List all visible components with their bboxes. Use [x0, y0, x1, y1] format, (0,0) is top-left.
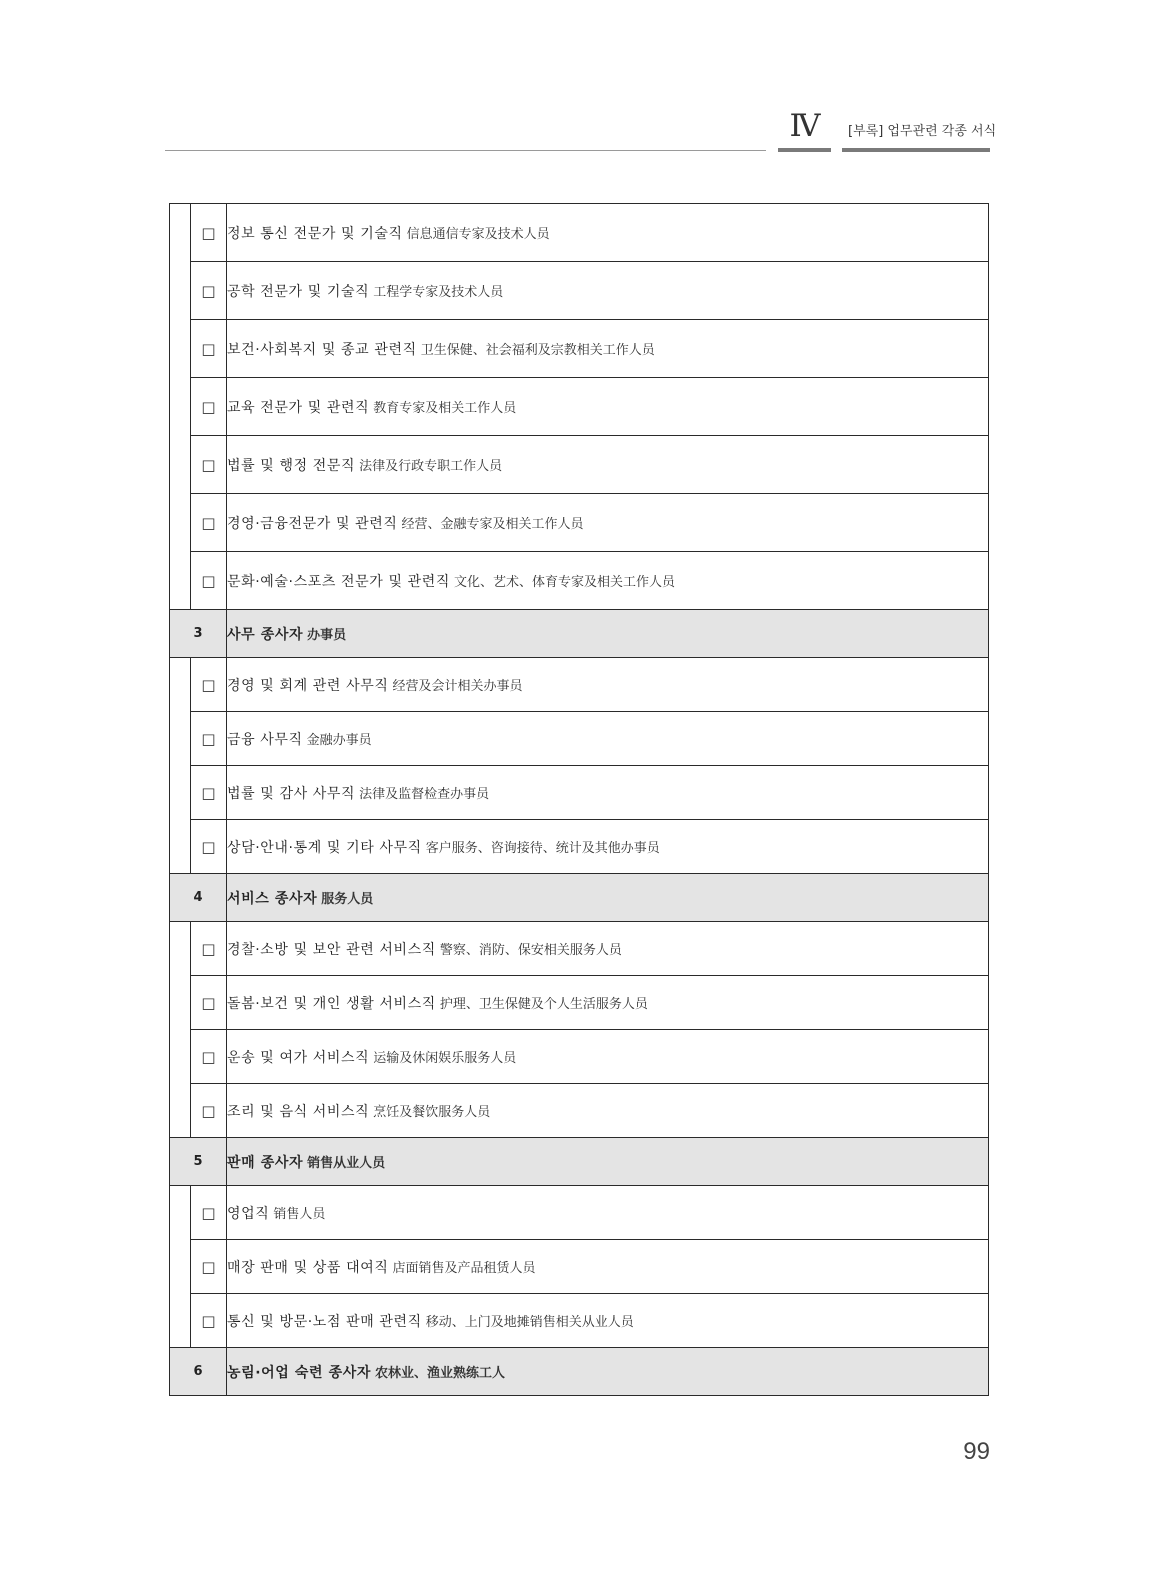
occupation-label [227, 658, 989, 712]
korean-label: 돌봄·보건 및 개인 생활 서비스직 [227, 995, 436, 1012]
chinese-label: 客户服务、咨询接待、统计及其他办事员 [425, 840, 660, 856]
chinese-label: 护理、卫生保健及个人生活服务人员 [439, 996, 648, 1012]
checkbox[interactable]: □ [191, 976, 227, 1030]
chinese-label: 烹饪及餐饮服务人员 [373, 1104, 491, 1120]
korean-label: 영업직 [227, 1205, 270, 1222]
category-row [170, 874, 989, 922]
checkbox[interactable]: □ [191, 1186, 227, 1240]
occupation-label [227, 1084, 989, 1138]
category-label [227, 1348, 989, 1396]
korean-label: 통신 및 방문·노점 판매 관련직 [227, 1313, 422, 1330]
checkbox[interactable]: □ [191, 922, 227, 976]
occupation-row [170, 712, 989, 766]
korean-label: 조리 및 음식 서비스직 [227, 1103, 370, 1120]
occupation-row [170, 494, 989, 552]
checkbox[interactable]: □ [191, 766, 227, 820]
checkbox[interactable]: □ [191, 712, 227, 766]
occupation-row [170, 552, 989, 610]
chapter-title: [부록] 업무관련 각종 서식 [848, 124, 997, 139]
occupation-row [170, 820, 989, 874]
checkbox[interactable]: □ [191, 436, 227, 494]
korean-label: 교육 전문가 및 관련직 [227, 399, 370, 416]
occupation-row [170, 976, 989, 1030]
checkbox[interactable]: □ [191, 1030, 227, 1084]
chapter-underline [778, 148, 831, 152]
category-number: 6 [170, 1348, 227, 1396]
occupation-row [170, 204, 989, 262]
occupation-row [170, 1294, 989, 1348]
occupation-row [170, 436, 989, 494]
korean-label: 문화·예술·스포츠 전문가 및 관련직 [227, 573, 450, 590]
checkbox[interactable]: □ [191, 1294, 227, 1348]
chinese-label: 信息通信专家及技术人员 [406, 226, 550, 242]
header-rule [165, 150, 766, 151]
chinese-label: 警察、消防、保安相关服务人员 [439, 942, 622, 958]
occupation-label [227, 320, 989, 378]
occupation-row [170, 320, 989, 378]
group-indent-cell [170, 1186, 191, 1348]
chinese-label: 销售从业人员 [307, 1155, 386, 1171]
korean-label: 경찰·소방 및 보안 관련 서비스직 [227, 941, 436, 958]
category-label [227, 874, 989, 922]
korean-label: 상담·안내·통계 및 기타 사무직 [227, 839, 422, 856]
korean-label: 경영·금융전문가 및 관련직 [227, 515, 398, 532]
checkbox[interactable]: □ [191, 262, 227, 320]
checkbox[interactable]: □ [191, 658, 227, 712]
group-indent-cell [170, 658, 191, 874]
occupation-label [227, 204, 989, 262]
korean-label: 사무 종사자 [227, 626, 304, 643]
occupation-label [227, 378, 989, 436]
category-number: 5 [170, 1138, 227, 1186]
korean-label: 법률 및 감사 사무직 [227, 785, 356, 802]
checkbox[interactable]: □ [191, 1240, 227, 1294]
chinese-label: 移动、上门及地摊销售相关从业人员 [425, 1314, 634, 1330]
occupation-label [227, 552, 989, 610]
category-number: 4 [170, 874, 227, 922]
occupation-label [227, 922, 989, 976]
occupation-row [170, 766, 989, 820]
checkbox[interactable]: □ [191, 204, 227, 262]
chinese-label: 农林业、渔业熟练工人 [374, 1365, 505, 1381]
category-number: 3 [170, 610, 227, 658]
korean-label: 판매 종사자 [227, 1154, 304, 1171]
korean-label: 경영 및 회계 관련 사무직 [227, 677, 389, 694]
chapter-numeral: Ⅳ [789, 108, 819, 144]
checkbox[interactable]: □ [191, 320, 227, 378]
checkbox[interactable]: □ [191, 820, 227, 874]
checkbox[interactable]: □ [191, 552, 227, 610]
checkbox[interactable]: □ [191, 1084, 227, 1138]
occupation-label [227, 1186, 989, 1240]
occupation-label [227, 494, 989, 552]
category-label [227, 610, 989, 658]
occupation-row [170, 1030, 989, 1084]
occupation-label [227, 820, 989, 874]
chinese-label: 运输及休闲娱乐服务人员 [373, 1050, 517, 1066]
chinese-label: 经营、金融专家及相关工作人员 [401, 516, 584, 532]
chinese-label: 店面销售及产品租赁人员 [392, 1260, 536, 1276]
group-indent-cell [170, 922, 191, 1138]
chinese-label: 文化、艺术、体育专家及相关工作人员 [454, 574, 676, 590]
korean-label: 매장 판매 및 상품 대여직 [227, 1259, 389, 1276]
chinese-label: 办事员 [307, 627, 347, 643]
korean-label: 정보 통신 전문가 및 기술직 [227, 225, 403, 242]
chinese-label: 金融办事员 [306, 732, 372, 748]
occupation-row [170, 378, 989, 436]
checkbox[interactable]: □ [191, 378, 227, 436]
occupation-label [227, 766, 989, 820]
category-row [170, 1348, 989, 1396]
occupation-row [170, 1240, 989, 1294]
category-row [170, 610, 989, 658]
group-indent-cell [170, 204, 191, 610]
korean-label: 법률 및 행정 전문직 [227, 457, 356, 474]
occupation-label [227, 262, 989, 320]
chinese-label: 服务人员 [321, 891, 374, 907]
korean-label: 서비스 종사자 [227, 890, 318, 907]
page-number: 99 [963, 1438, 990, 1465]
occupation-row [170, 1186, 989, 1240]
chinese-label: 经营及会计相关办事员 [392, 678, 523, 694]
chapter-title-underline [842, 148, 990, 152]
occupation-row [170, 262, 989, 320]
korean-label: 운송 및 여가 서비스직 [227, 1049, 370, 1066]
occupation-label [227, 436, 989, 494]
chinese-label: 教育专家及相关工作人员 [373, 400, 517, 416]
chinese-label: 法律及监督检查办事员 [359, 786, 490, 802]
occupation-row [170, 658, 989, 712]
korean-label: 농림·어업 숙련 종사자 [227, 1364, 371, 1381]
occupation-label [227, 976, 989, 1030]
korean-label: 금융 사무직 [227, 731, 303, 748]
korean-label: 보건·사회복지 및 종교 관련직 [227, 341, 417, 358]
chinese-label: 工程学专家及技术人员 [373, 284, 504, 300]
category-row [170, 1138, 989, 1186]
occupation-label [227, 1030, 989, 1084]
chinese-label: 卫生保健、社会福利及宗教相关工作人员 [420, 342, 655, 358]
category-label [227, 1138, 989, 1186]
checkbox[interactable]: □ [191, 494, 227, 552]
occupation-table [169, 203, 989, 1396]
occupation-row [170, 922, 989, 976]
occupation-row [170, 1084, 989, 1138]
chinese-label: 销售人员 [273, 1206, 326, 1222]
chinese-label: 法律及行政专职工作人员 [359, 458, 503, 474]
occupation-label [227, 712, 989, 766]
occupation-label [227, 1294, 989, 1348]
korean-label: 공학 전문가 및 기술직 [227, 283, 370, 300]
occupation-label [227, 1240, 989, 1294]
